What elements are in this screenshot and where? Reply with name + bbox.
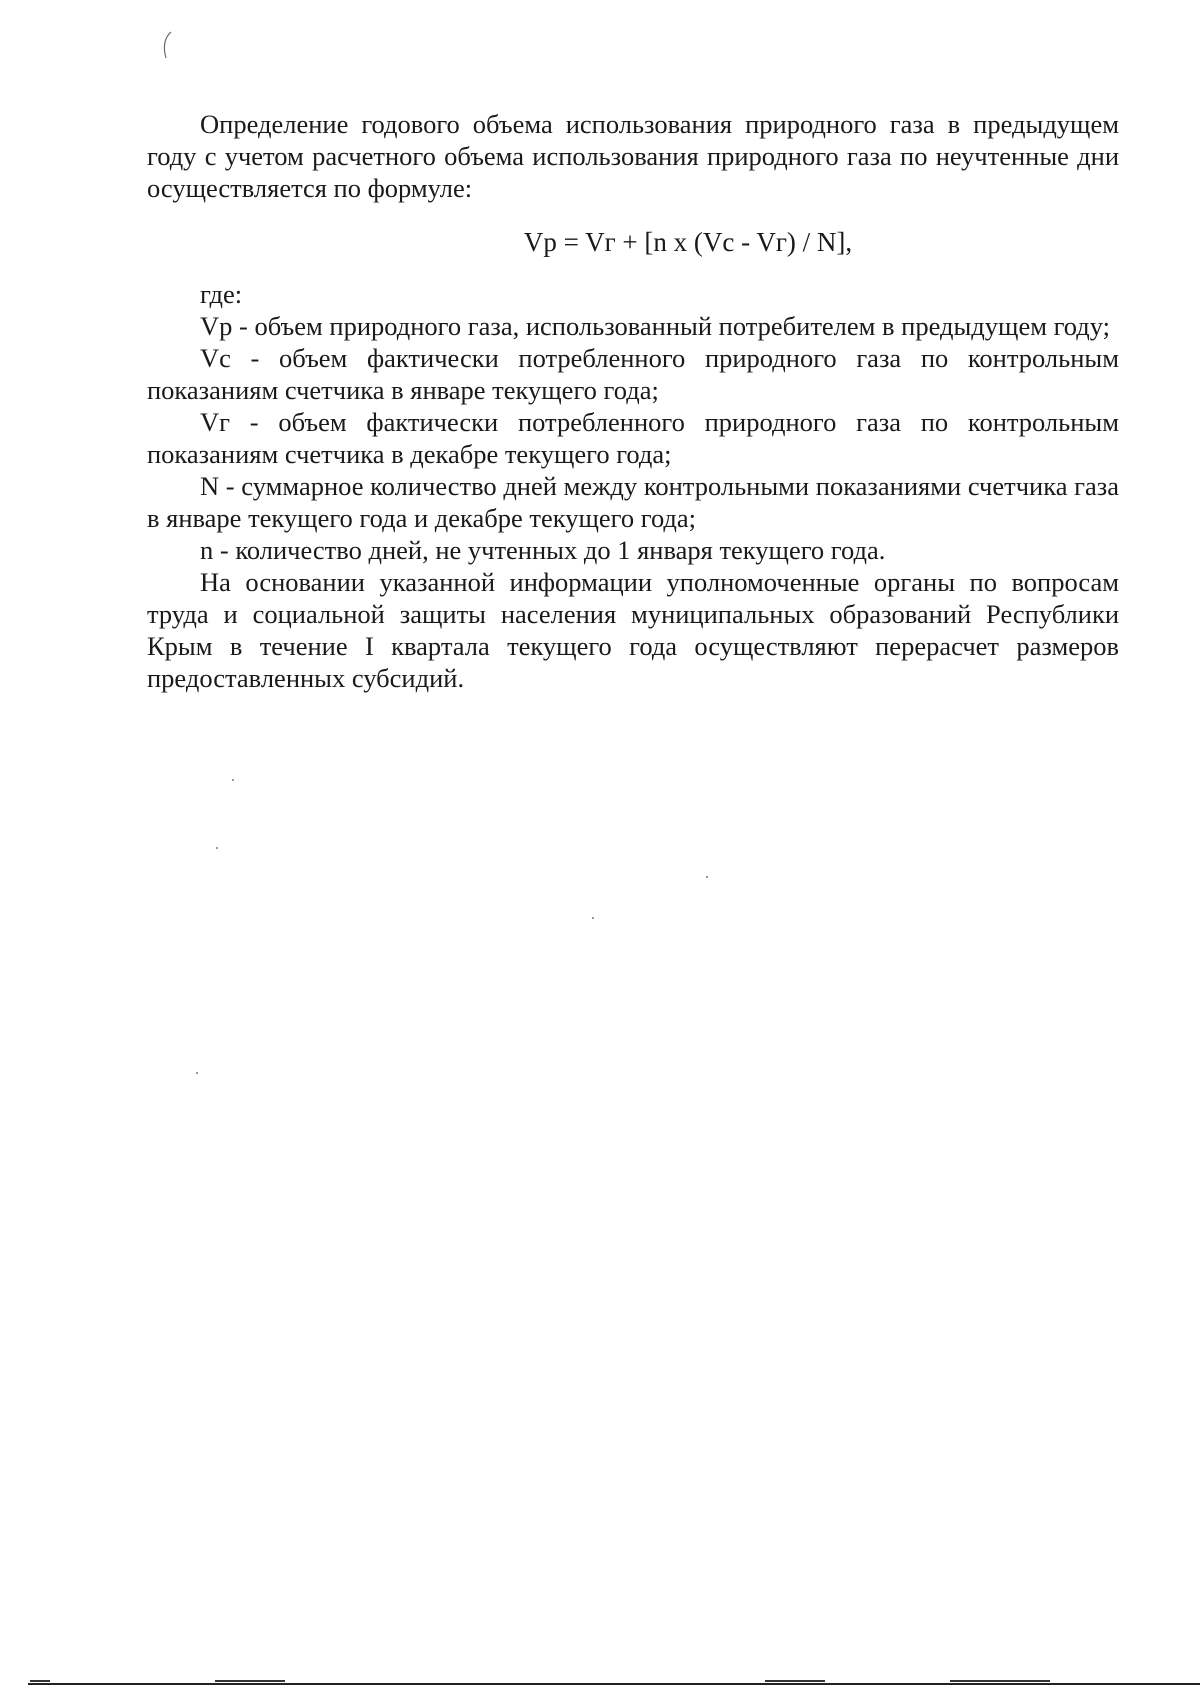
definition-n-total: N - суммарное количество дней между контрольными показаниями счетчика газа в январе текущего года и декабре текущего года; [147, 471, 1119, 533]
definition-n-days: n - количество дней, не учтенных до 1 января текущего года. [200, 535, 886, 565]
page-bottom-edge [28, 1683, 1200, 1685]
definition-vg: Vг - объем фактически потребленного природного газа по контрольным показаниям счетчика в декабре текущего года; [147, 407, 1119, 469]
page-bottom-edge-segment [765, 1680, 825, 1682]
definition-vc: Vc - объем фактически потребленного природного газа по контрольным показаниям счетчика в январе текущего года; [147, 343, 1119, 405]
page-bottom-edge-segment [950, 1680, 1050, 1682]
conclusion-paragraph: На основании указанной информации уполномоченные органы по вопросам труда и социальной защиты населения муниципальных образований Республики Крым в течение I квартала текущего года осуществляют перерасчет размеров предоставленных субсидий. [147, 567, 1119, 693]
scan-speck [216, 847, 218, 849]
scan-speck [196, 1072, 198, 1074]
definition-vp: Vp - объем природного газа, использованный потребителем в предыдущем году; [200, 311, 1111, 341]
scan-speck [232, 779, 234, 781]
document-body [147, 108, 1119, 694]
intro-paragraph: Определение годового объема использования природного газа в предыдущем году с учетом расчетного объема использования природного газа по неучтенные дни осуществляется по формуле: [147, 109, 1119, 203]
page-bottom-edge-segment [215, 1680, 285, 1682]
pen-mark [160, 30, 174, 60]
where-label: где: [200, 279, 243, 309]
scan-speck [592, 917, 594, 919]
formula: Vp = Vг + [n x (Vc - Vг) / N], [523, 227, 853, 257]
scan-speck [706, 876, 708, 878]
page-bottom-edge-segment [30, 1680, 50, 1682]
